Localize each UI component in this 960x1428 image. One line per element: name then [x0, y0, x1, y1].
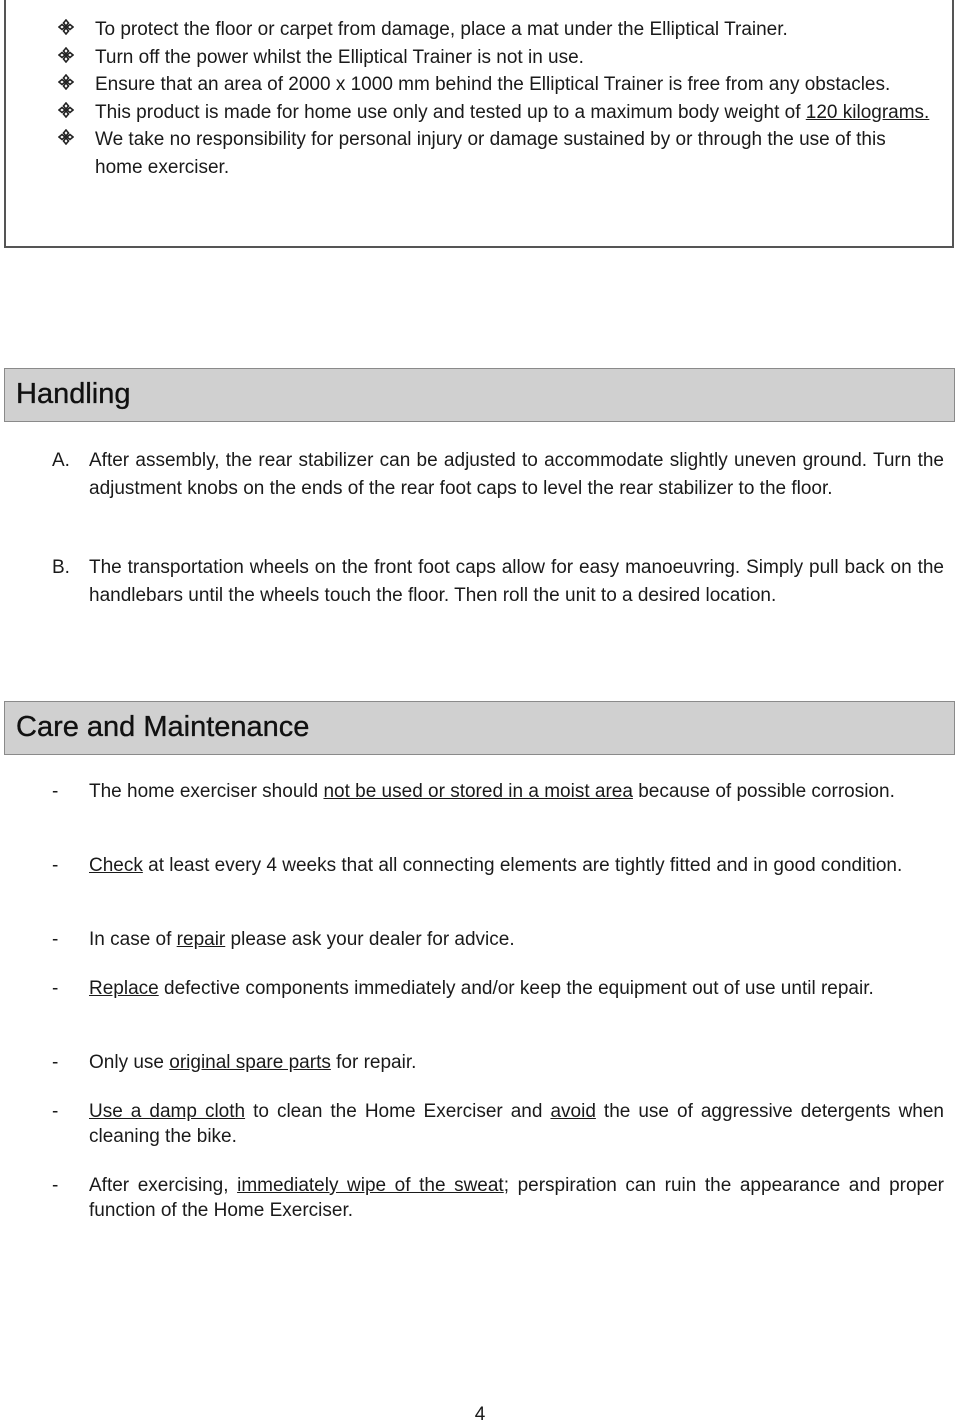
diamond-bullet-icon — [58, 129, 74, 145]
handling-item-text: The transportation wheels on the front foot caps allow for easy manoeuvring. Simply pull back on the handlebars until the wheels touch the floor. Then roll the unit to a desired location. — [89, 557, 944, 606]
safety-notice-box — [4, 0, 954, 248]
care-item-text: In case of — [89, 929, 177, 950]
care-item-text: The home exerciser should — [89, 781, 324, 802]
care-item-text: because of possible corrosion. — [632, 781, 895, 802]
dash-marker: - — [52, 1101, 59, 1122]
safety-notice-text: This product is made for home use only and tested up to a maximum body weight of — [95, 101, 806, 123]
safety-notice-item — [58, 126, 938, 181]
care-item-text: After exercising, — [89, 1175, 238, 1196]
dash-marker: - — [52, 781, 59, 802]
care-header — [4, 701, 955, 755]
handling-item-a — [52, 447, 944, 502]
care-title: Care and Maintenance — [16, 711, 310, 743]
care-item-text: ; perspiration can ruin the appearance and proper function of the Home Exerciser. — [89, 1175, 944, 1221]
care-item — [52, 779, 944, 804]
care-item-emphasis: immediately wipe of the sweat — [237, 1175, 504, 1196]
care-item-emphasis: Use a damp cloth — [89, 1101, 246, 1122]
care-item-emphasis: avoid — [550, 1101, 596, 1122]
care-item-emphasis: repair — [176, 929, 226, 950]
care-item-text: to clean the Home Exerciser and — [245, 1101, 551, 1122]
care-item-text: the use of aggressive detergents when cleaning the bike. — [89, 1101, 944, 1147]
care-item — [52, 976, 944, 1001]
care-item-text: for repair. — [330, 1052, 417, 1073]
safety-notice-item — [58, 44, 938, 72]
dash-marker: - — [52, 855, 59, 876]
care-item-text: please ask your dealer for advice. — [225, 929, 515, 950]
safety-notice-item — [58, 16, 938, 44]
care-item-text: Only use — [89, 1052, 170, 1073]
care-item-text: defective components immediately and/or keep the equipment out of use until repair. — [158, 978, 874, 999]
dash-marker: - — [52, 978, 59, 999]
dash-marker: - — [52, 1175, 59, 1196]
handling-title: Handling — [16, 378, 131, 410]
dash-marker: - — [52, 1052, 59, 1073]
care-item — [52, 1099, 944, 1149]
care-item — [52, 853, 944, 878]
safety-notice-item — [58, 71, 938, 99]
diamond-bullet-icon — [58, 19, 74, 35]
care-item — [52, 1050, 944, 1075]
safety-notice-text: Turn off the power whilst the Elliptical Trainer is not in use. — [95, 46, 584, 68]
safety-notice-list — [58, 16, 938, 181]
care-item-emphasis: original spare parts — [169, 1052, 331, 1073]
handling-item-text: After assembly, the rear stabilizer can be adjusted to accommodate slightly uneven ground. Turn the adjustment knobs on the ends of the rear foot caps to level the rear stabilizer to the floor. — [89, 450, 944, 499]
care-item-text: at least every 4 weeks that all connecting elements are tightly fitted and in good condition. — [142, 855, 903, 876]
diamond-bullet-icon — [58, 47, 74, 63]
care-item — [52, 1173, 944, 1223]
safety-notice-item — [58, 99, 938, 127]
diamond-bullet-icon — [58, 102, 74, 118]
safety-notice-text: Ensure that an area of 2000 x 1000 mm behind the Elliptical Trainer is free from any obstacles. — [95, 74, 891, 95]
care-item-emphasis: Replace — [89, 978, 159, 999]
page-number: 4 — [474, 1404, 486, 1425]
handling-item-marker: A. — [52, 450, 70, 471]
care-item — [52, 927, 944, 952]
handling-header — [4, 368, 955, 422]
handling-item-marker: B. — [52, 557, 70, 578]
safety-notice-text: We take no responsibility for personal injury or damage sustained by or through the use of this home exerciser. — [95, 129, 886, 178]
max-weight-underlined: 120 kilograms. — [805, 101, 930, 123]
handling-item-b — [52, 554, 944, 609]
care-item-emphasis: not be used or stored in a moist area — [323, 781, 633, 802]
dash-marker: - — [52, 929, 59, 950]
care-item-emphasis: Check — [89, 855, 143, 876]
diamond-bullet-icon — [58, 74, 74, 90]
safety-notice-text: To protect the floor or carpet from damage, place a mat under the Elliptical Trainer. — [95, 19, 788, 40]
